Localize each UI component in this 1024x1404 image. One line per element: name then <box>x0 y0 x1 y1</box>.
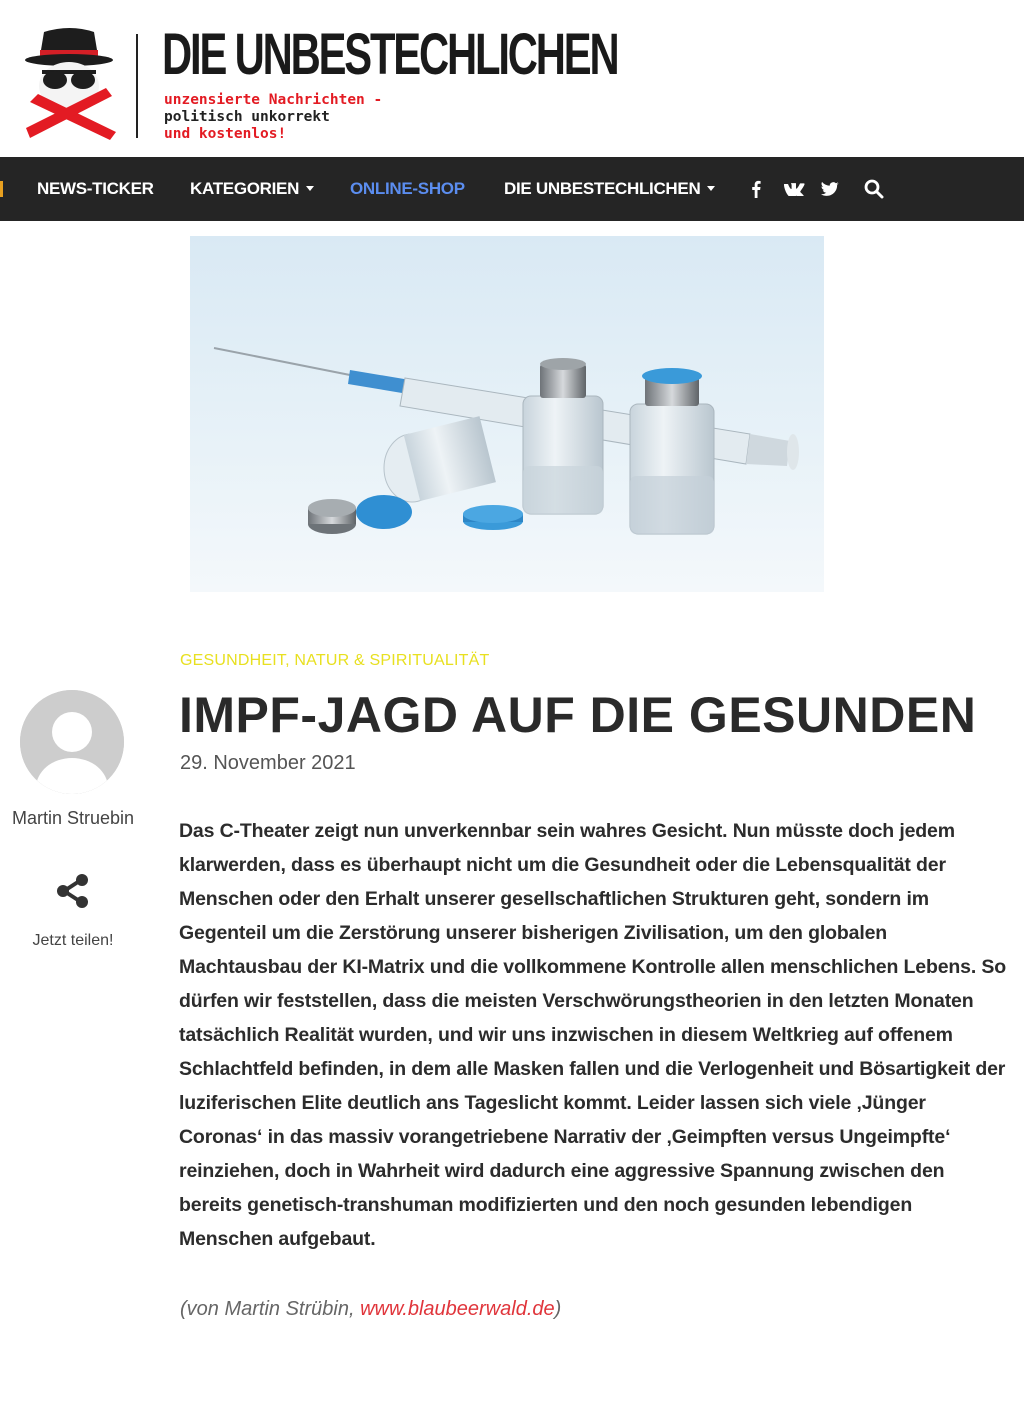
caret-down-icon <box>707 186 715 191</box>
nav-label: ONLINE-SHOP <box>350 179 465 198</box>
logo-mark[interactable] <box>22 22 122 147</box>
search-icon[interactable] <box>863 177 885 201</box>
article-source <box>180 1298 561 1321</box>
nav-label: DIE UNBESTECHLICHEN <box>504 179 701 198</box>
source-link[interactable]: www.blaubeerwald.de <box>360 1298 555 1320</box>
vk-icon[interactable] <box>782 177 806 201</box>
nav-item-die-unbestechlichen[interactable] <box>504 157 715 221</box>
site-tagline <box>164 92 382 143</box>
article-category[interactable]: GESUNDHEIT, NATUR & SPIRITUALITÄT <box>180 652 490 669</box>
logo-divider <box>136 34 138 138</box>
site-title[interactable]: DIE UNBESTECHLICHEN <box>162 22 618 87</box>
user-avatar-icon <box>20 690 124 794</box>
twitter-icon[interactable] <box>820 177 840 201</box>
tagline-line-1: unzensierte Nachrichten - <box>164 92 383 108</box>
article-hero-image <box>190 236 824 592</box>
nav-item-news-ticker[interactable] <box>37 157 154 221</box>
share-icon[interactable] <box>54 872 92 910</box>
spy-logo-icon <box>22 22 122 147</box>
caret-down-icon <box>306 186 314 191</box>
vaccine-vials-illustration <box>190 236 824 592</box>
tagline-line-3: und kostenlos! <box>164 126 287 142</box>
nav-label: NEWS-TICKER <box>37 179 154 198</box>
article-date: 29. November 2021 <box>180 752 356 774</box>
nav-accent-bar <box>0 181 3 197</box>
article-body: Das C-Theater zeigt nun unverkennbar sein wahres Gesicht. Nun müsste doch jedem klarwerden, dass es überhaupt nicht um die Gesundheit oder die Lebensqualität der Menschen oder den Erhalt unserer gesellschaftlichen Strukturen geht, sondern im Gegenteil um die Zerstörung unserer bisherigen Zivilisation, um den globalen Machtausbau der KI-Matrix und die vollkommene Kontrolle allen menschlichen Lebens. So dürfen wir feststellen, dass die meisten Verschwörungstheorien in den letzten Monaten tatsächlich Realität wurden, und wir uns inzwischen in diesem Weltkrieg auf offenem Schlachtfeld befinden, in dem alle Masken fallen und die Verlogenheit und Bösartigkeit der luziferischen Elite deutlich ans Tageslicht kommt. Leider lassen sich viele ‚Jünger Coronas‘ in das massiv vorangetriebene Narrativ der ‚Geimpften versus Ungeimpfte‘ reinziehen, doch in Wahrheit wird dadurch eine aggressive Spannung zwischen den bereits genetisch-transhuman modifizierten und den noch gesunden lebendigen Menschen aufgebaut. <box>179 820 1007 1250</box>
tagline-line-2: politisch unkorrekt <box>164 109 330 125</box>
source-prefix: (von Martin Strübin, <box>180 1298 361 1320</box>
facebook-icon[interactable] <box>748 177 764 201</box>
nav-item-online-shop[interactable] <box>350 157 465 221</box>
article-title: IMPF-JAGD AUF DIE GESUNDEN <box>179 687 977 743</box>
nav-item-kategorien[interactable] <box>190 157 314 221</box>
share-label[interactable]: Jetzt teilen! <box>32 932 114 949</box>
author-avatar[interactable] <box>20 690 124 794</box>
author-name[interactable]: Martin Struebin <box>11 808 135 828</box>
source-suffix: ) <box>554 1298 562 1320</box>
site-header <box>0 0 1024 157</box>
nav-label: KATEGORIEN <box>190 179 300 198</box>
main-nav <box>0 157 1024 221</box>
